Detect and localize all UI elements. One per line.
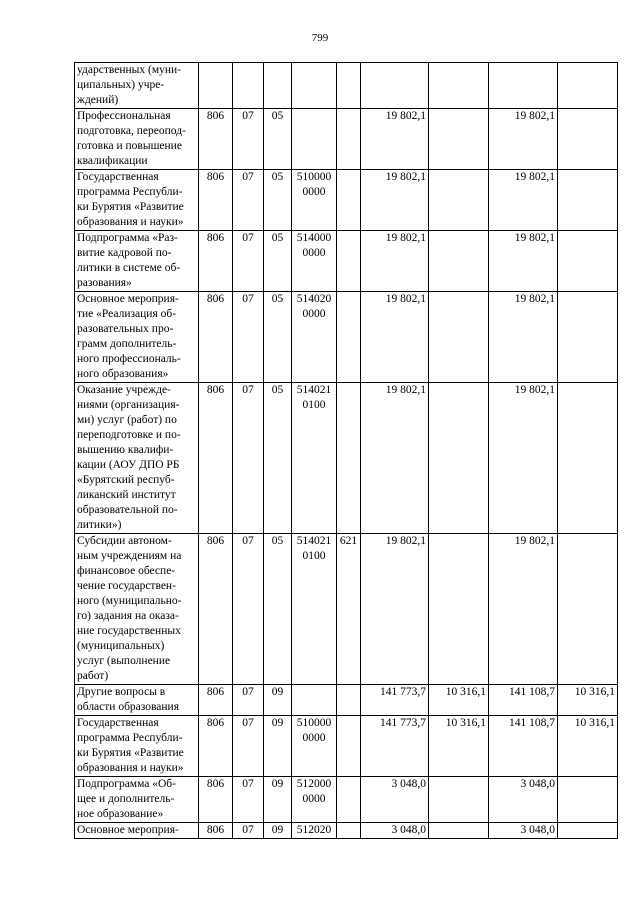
target-article-cell: 510000 0000 (292, 170, 337, 231)
ministry-code-cell: 806 (199, 777, 233, 823)
ministry-code-cell: 806 (199, 685, 233, 716)
amount-year1-subvention-cell (429, 383, 489, 534)
amount-year1-cell: 141 773,7 (361, 716, 429, 777)
expense-type-cell (337, 63, 361, 109)
amount-year1-subvention-cell: 10 316,1 (429, 716, 489, 777)
target-article-cell: 512000 0000 (292, 777, 337, 823)
row-name-cell: Оказание учрежде- ниями (организация- ми) услуг (работ) по переподготовке и по- вышению квалифи- кации (АОУ ДПО РБ «Бурятский респуб- ликанский институт образовательной по- литики») (75, 383, 199, 534)
amount-year1-subvention-cell (429, 292, 489, 383)
amount-year2-cell: 3 048,0 (489, 777, 558, 823)
table-row (75, 534, 618, 685)
row-name-cell: Подпрограмма «Раз- витие кадровой по- литики в системе об- разования» (75, 231, 199, 292)
subsection-code-cell: 05 (264, 534, 292, 685)
subsection-code-cell: 05 (264, 170, 292, 231)
ministry-code-cell: 806 (199, 716, 233, 777)
target-article-cell (292, 685, 337, 716)
table-row (75, 231, 618, 292)
amount-year2-subvention-cell (558, 777, 618, 823)
amount-year2-cell: 19 802,1 (489, 383, 558, 534)
target-article-cell (292, 109, 337, 170)
amount-year2-cell: 19 802,1 (489, 534, 558, 685)
expense-type-cell (337, 109, 361, 170)
target-article-cell: 514020 0000 (292, 292, 337, 383)
amount-year1-cell: 19 802,1 (361, 292, 429, 383)
subsection-code-cell: 05 (264, 383, 292, 534)
amount-year1-cell: 19 802,1 (361, 383, 429, 534)
section-code-cell: 07 (233, 685, 264, 716)
amount-year2-subvention-cell (558, 170, 618, 231)
table-row (75, 716, 618, 777)
subsection-code-cell: 09 (264, 777, 292, 823)
ministry-code-cell: 806 (199, 823, 233, 839)
subsection-code-cell: 09 (264, 716, 292, 777)
subsection-code-cell: 05 (264, 292, 292, 383)
amount-year1-subvention-cell (429, 534, 489, 685)
target-article-cell: 510000 0000 (292, 716, 337, 777)
section-code-cell: 07 (233, 292, 264, 383)
amount-year1-subvention-cell (429, 231, 489, 292)
amount-year2-subvention-cell: 10 316,1 (558, 685, 618, 716)
row-name-cell: Основное мероприя- тие «Реализация об- разовательных про- грамм дополнитель- ного профессиональ- ного образования» (75, 292, 199, 383)
section-code-cell: 07 (233, 109, 264, 170)
amount-year2-cell: 19 802,1 (489, 292, 558, 383)
section-code-cell: 07 (233, 777, 264, 823)
row-name-cell: Государственная программа Республи- ки Бурятия «Развитие образования и науки» (75, 716, 199, 777)
target-article-cell: 512020 (292, 823, 337, 839)
target-article-cell (292, 63, 337, 109)
ministry-code-cell: 806 (199, 170, 233, 231)
expense-type-cell (337, 231, 361, 292)
amount-year1-cell (361, 63, 429, 109)
ministry-code-cell: 806 (199, 109, 233, 170)
amount-year2-subvention-cell (558, 231, 618, 292)
ministry-code-cell: 806 (199, 534, 233, 685)
amount-year2-subvention-cell (558, 63, 618, 109)
table-row (75, 109, 618, 170)
amount-year2-cell: 141 108,7 (489, 716, 558, 777)
amount-year1-subvention-cell (429, 63, 489, 109)
section-code-cell: 07 (233, 823, 264, 839)
table-row (75, 823, 618, 839)
row-name-cell: Подпрограмма «Об- щее и дополнитель- ное образование» (75, 777, 199, 823)
table-row (75, 292, 618, 383)
row-name-cell: ударственных (муни- ципальных) учре- ждений) (75, 63, 199, 109)
amount-year2-cell: 141 108,7 (489, 685, 558, 716)
table-row (75, 63, 618, 109)
table-row (75, 777, 618, 823)
amount-year1-cell: 141 773,7 (361, 685, 429, 716)
subsection-code-cell: 09 (264, 685, 292, 716)
amount-year2-cell (489, 63, 558, 109)
section-code-cell (233, 63, 264, 109)
target-article-cell: 514000 0000 (292, 231, 337, 292)
expense-type-cell: 621 (337, 534, 361, 685)
row-name-cell: Субсидии автоном- ным учреждениям на финансовое обеспе- чение государствен- ного (муниципально- го) задания на оказа- ние государственных (муниципальных) услуг (выполнение работ) (75, 534, 199, 685)
section-code-cell: 07 (233, 534, 264, 685)
amount-year2-cell: 19 802,1 (489, 109, 558, 170)
subsection-code-cell (264, 63, 292, 109)
expense-type-cell (337, 716, 361, 777)
row-name-cell: Профессиональная подготовка, переопод- готовка и повышение квалификации (75, 109, 199, 170)
amount-year2-subvention-cell (558, 383, 618, 534)
amount-year2-cell: 3 048,0 (489, 823, 558, 839)
amount-year1-cell: 19 802,1 (361, 534, 429, 685)
amount-year2-cell: 19 802,1 (489, 170, 558, 231)
page-number: 799 (311, 32, 329, 44)
ministry-code-cell: 806 (199, 292, 233, 383)
amount-year1-subvention-cell: 10 316,1 (429, 685, 489, 716)
row-name-cell: Основное мероприя- (75, 823, 199, 839)
subsection-code-cell: 09 (264, 823, 292, 839)
ministry-code-cell (199, 63, 233, 109)
amount-year1-cell: 19 802,1 (361, 109, 429, 170)
amount-year1-subvention-cell (429, 777, 489, 823)
table-row (75, 685, 618, 716)
section-code-cell: 07 (233, 231, 264, 292)
expense-type-cell (337, 823, 361, 839)
row-name-cell: Другие вопросы в области образования (75, 685, 199, 716)
target-article-cell: 514021 0100 (292, 534, 337, 685)
table-row (75, 170, 618, 231)
amount-year1-subvention-cell (429, 170, 489, 231)
expense-type-cell (337, 170, 361, 231)
amount-year2-subvention-cell (558, 109, 618, 170)
amount-year2-subvention-cell (558, 292, 618, 383)
subsection-code-cell: 05 (264, 109, 292, 170)
amount-year1-cell: 19 802,1 (361, 170, 429, 231)
amount-year1-subvention-cell (429, 109, 489, 170)
expense-type-cell (337, 777, 361, 823)
expense-type-cell (337, 383, 361, 534)
section-code-cell: 07 (233, 716, 264, 777)
budget-table (74, 62, 618, 839)
amount-year2-subvention-cell (558, 534, 618, 685)
amount-year2-subvention-cell (558, 823, 618, 839)
expense-type-cell (337, 292, 361, 383)
table-row (75, 383, 618, 534)
amount-year1-cell: 3 048,0 (361, 823, 429, 839)
amount-year2-subvention-cell: 10 316,1 (558, 716, 618, 777)
target-article-cell: 514021 0100 (292, 383, 337, 534)
ministry-code-cell: 806 (199, 231, 233, 292)
amount-year1-subvention-cell (429, 823, 489, 839)
expense-type-cell (337, 685, 361, 716)
section-code-cell: 07 (233, 383, 264, 534)
row-name-cell: Государственная программа Республи- ки Бурятия «Развитие образования и науки» (75, 170, 199, 231)
subsection-code-cell: 05 (264, 231, 292, 292)
amount-year2-cell: 19 802,1 (489, 231, 558, 292)
section-code-cell: 07 (233, 170, 264, 231)
amount-year1-cell: 3 048,0 (361, 777, 429, 823)
ministry-code-cell: 806 (199, 383, 233, 534)
amount-year1-cell: 19 802,1 (361, 231, 429, 292)
